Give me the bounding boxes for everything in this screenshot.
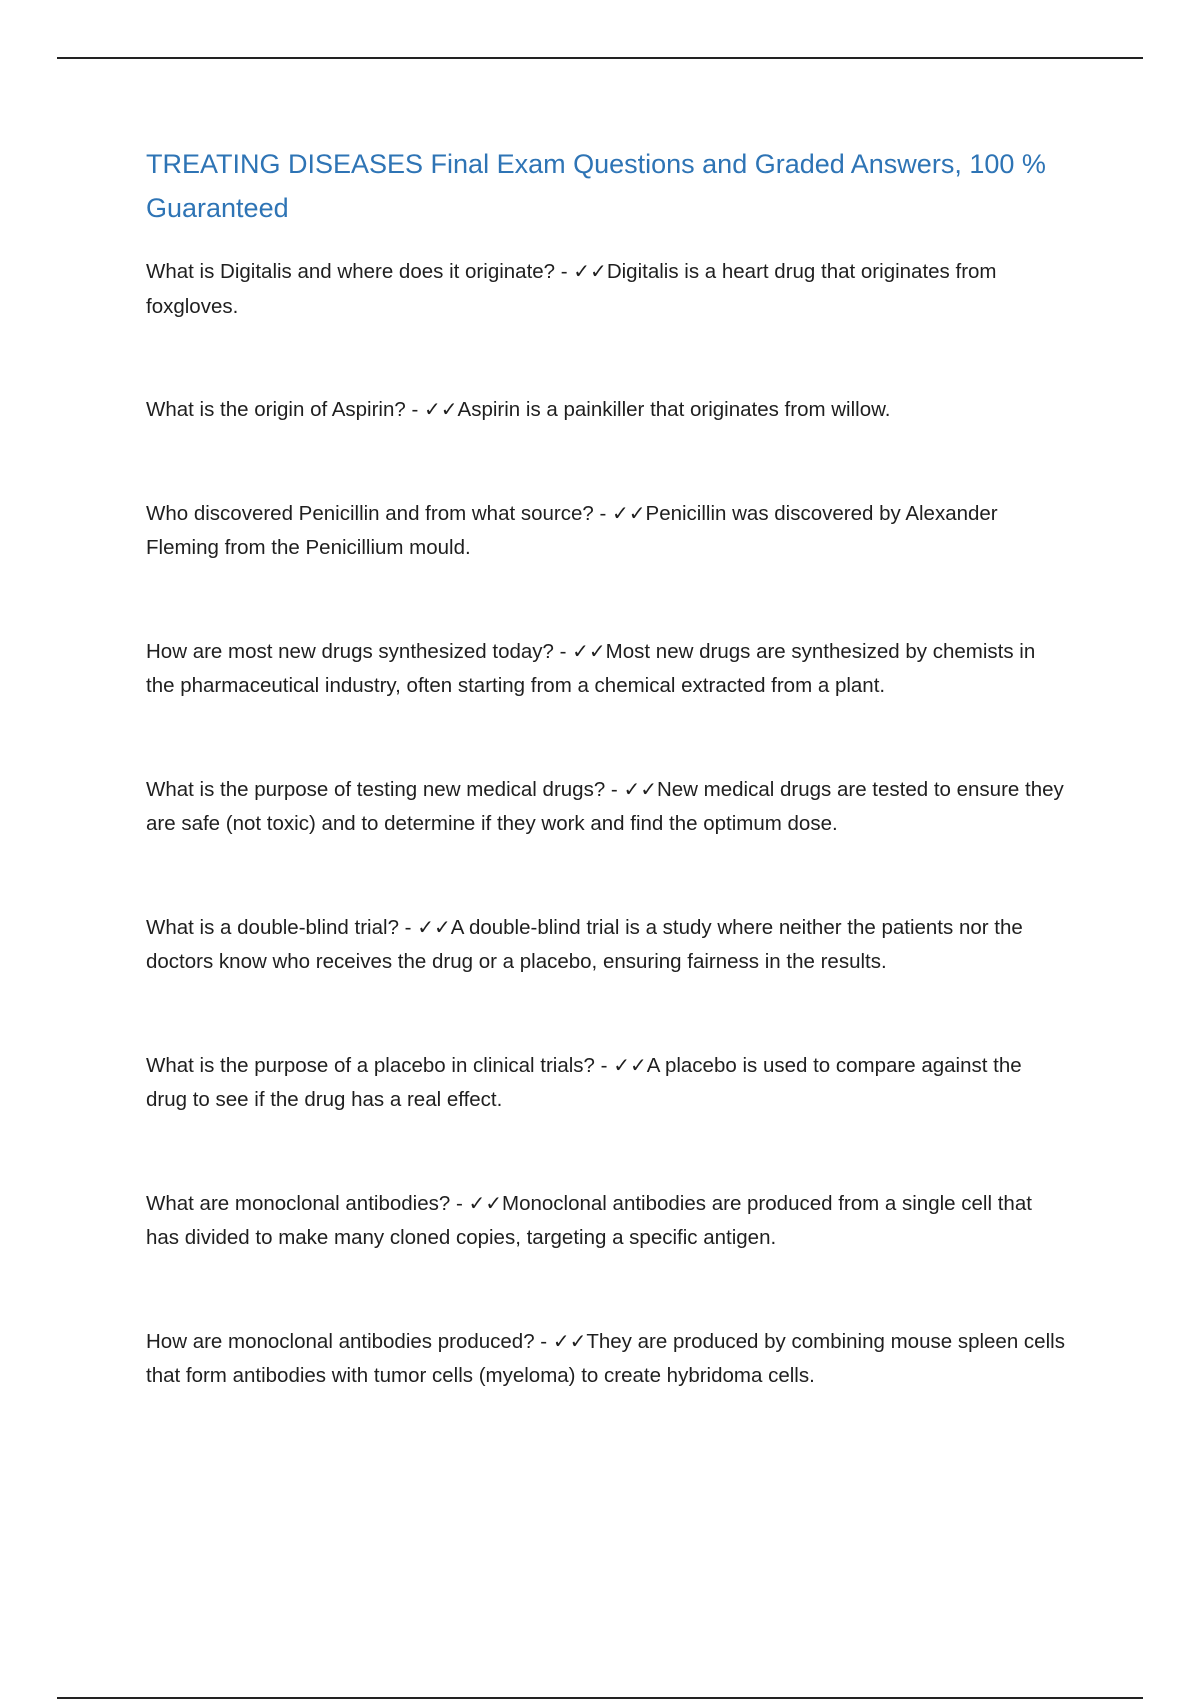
double-check-icon: ✓✓ bbox=[424, 397, 458, 421]
answer-text: Most new drugs are synthesized by chemists in the pharmaceutical industry, often starting from a chemical extracted from a plant. bbox=[146, 639, 1036, 697]
answer-text: Aspirin is a painkiller that originates from willow. bbox=[457, 398, 891, 421]
answer-text: New medical drugs are tested to ensure they are safe (not toxic) and to determine if they work and find the optimum dose. bbox=[146, 777, 1064, 835]
question-text: What are monoclonal antibodies? bbox=[146, 1191, 451, 1215]
question-text: How are monoclonal antibodies produced? bbox=[146, 1329, 535, 1353]
qa-item bbox=[146, 392, 1066, 428]
answer-text: Digitalis is a heart drug that originates from foxgloves. bbox=[146, 260, 997, 318]
separator: - bbox=[555, 260, 574, 283]
qa-item bbox=[146, 910, 1066, 980]
answer-text: A placebo is used to compare against the drug to see if the drug has a real effect. bbox=[146, 1053, 1022, 1111]
separator: - bbox=[405, 398, 425, 421]
question-text: What is Digitalis and where does it originate? bbox=[146, 260, 556, 283]
double-check-icon: ✓✓ bbox=[417, 914, 451, 939]
qa-item bbox=[146, 1186, 1066, 1256]
qa-item bbox=[146, 772, 1066, 842]
document-title: TREATING DISEASES Final Exam Questions and Graded Answers, 100 % Guaranteed bbox=[146, 149, 1046, 223]
bottom-rule bbox=[57, 1697, 1143, 1699]
question-text: What is a double-blind trial? bbox=[146, 915, 399, 939]
separator: - bbox=[450, 1191, 469, 1215]
double-check-icon: ✓✓ bbox=[468, 1190, 503, 1215]
question-text: What is the origin of Aspirin? bbox=[146, 398, 406, 421]
separator: - bbox=[553, 639, 573, 663]
qa-list bbox=[146, 254, 1066, 1394]
double-check-icon: ✓✓ bbox=[613, 1052, 647, 1077]
question-text: What is the purpose of a placebo in clinical trials? bbox=[146, 1053, 595, 1077]
separator: - bbox=[605, 777, 624, 801]
double-check-icon: ✓✓ bbox=[573, 259, 607, 283]
double-check-icon: ✓✓ bbox=[552, 1328, 587, 1353]
separator: - bbox=[593, 501, 613, 525]
double-check-icon: ✓✓ bbox=[612, 500, 646, 525]
qa-item bbox=[146, 634, 1066, 704]
separator: - bbox=[534, 1329, 553, 1353]
double-check-icon: ✓✓ bbox=[623, 776, 657, 801]
document-page bbox=[146, 142, 1066, 1394]
qa-item bbox=[146, 496, 1066, 566]
qa-item bbox=[146, 1324, 1066, 1394]
question-text: Who discovered Penicillin and from what source? bbox=[146, 501, 594, 525]
double-check-icon: ✓✓ bbox=[572, 638, 606, 663]
qa-item bbox=[146, 1048, 1066, 1118]
answer-text: A double-blind trial is a study where neither the patients nor the doctors know who receives the drug or a placebo, ensuring fairness in the results. bbox=[146, 915, 1023, 973]
answer-text: Penicillin was discovered by Alexander Fleming from the Penicillium mould. bbox=[146, 501, 998, 559]
answer-text: Monoclonal antibodies are produced from a single cell that has divided to make many cloned copies, targeting a specific antigen. bbox=[146, 1191, 1032, 1249]
top-rule bbox=[57, 57, 1143, 59]
question-text: What is the purpose of testing new medical drugs? bbox=[146, 777, 606, 801]
qa-item bbox=[146, 254, 1066, 324]
separator: - bbox=[398, 915, 418, 939]
separator: - bbox=[594, 1053, 614, 1077]
question-text: How are most new drugs synthesized today? bbox=[146, 639, 554, 663]
answer-text: They are produced by combining mouse spleen cells that form antibodies with tumor cells (myeloma) to create hybridoma cells. bbox=[146, 1329, 1065, 1387]
